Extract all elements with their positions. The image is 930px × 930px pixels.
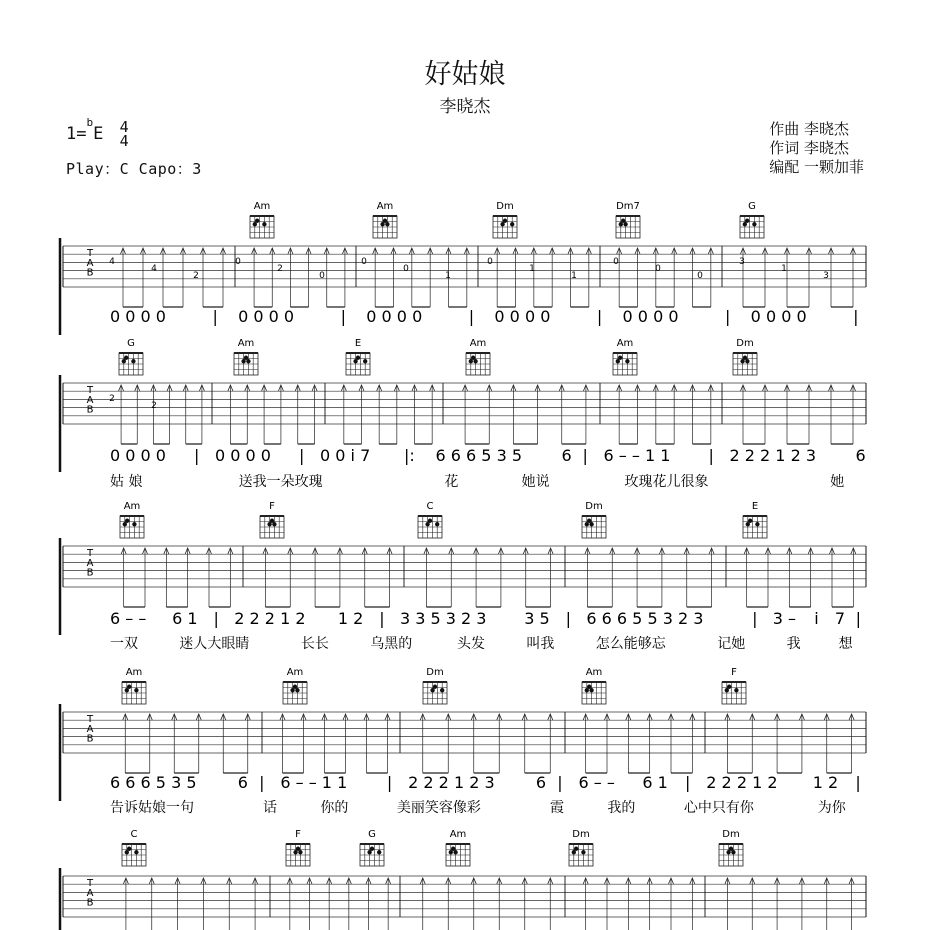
composer-credit: 作曲 李晓杰 (769, 120, 849, 138)
notation-barline: | (565, 609, 572, 628)
chord-name: C (130, 829, 138, 840)
system-5 (60, 868, 866, 930)
notation-group: 0 0 0 0 (622, 307, 679, 326)
finger-dot (731, 850, 735, 854)
tab-number: 0 (487, 257, 493, 267)
lyric-word: 告诉姑娘一句 (110, 800, 194, 816)
chord-diagram-dm7 (616, 201, 640, 238)
finger-dot (585, 688, 589, 692)
tab-letter: B (86, 404, 94, 416)
finger-dot (581, 850, 585, 854)
chord-name: Am (253, 201, 271, 212)
chord-name: Dm (722, 829, 740, 840)
lyric-word: 迷人大眼睛 (179, 636, 250, 652)
chord-name: Am (449, 829, 467, 840)
notation-barline: | (752, 609, 758, 628)
tab-number: 2 (151, 401, 157, 411)
notation-group: 6 (237, 773, 248, 792)
notation-group: 6 6 6 5 3 5 (435, 446, 523, 465)
chord-name: G (748, 201, 756, 212)
system-2 (60, 375, 866, 490)
chord-diagram-am (373, 201, 397, 238)
finger-dot (510, 222, 514, 226)
finger-dot (123, 522, 127, 526)
lyric-word: 记她 (717, 636, 746, 652)
notation-group: 0 0 0 0 (110, 307, 166, 326)
notation-barline: | (468, 307, 475, 326)
finger-dot (241, 359, 245, 363)
lyric-word: 长长 (300, 636, 329, 652)
notation-group: 6 1 (172, 609, 198, 628)
lyric-word: 她 (830, 474, 845, 490)
notation-barline: | (684, 773, 691, 792)
notation-barline: | (299, 446, 305, 465)
chord-name: Am (123, 501, 141, 512)
tab-letter: T (86, 714, 94, 725)
chord-diagram-g (740, 201, 764, 238)
notation-barline: | (386, 773, 393, 792)
chord-diagram-am (122, 667, 146, 704)
finger-dot (262, 222, 266, 226)
key-prefix: 1= (66, 124, 87, 144)
lyric-word: 我 (786, 636, 801, 652)
chord-diagram-am (582, 667, 606, 704)
lyric-word: 叫我 (526, 636, 555, 652)
tab-letter: B (86, 267, 94, 279)
chord-name: Dm7 (616, 201, 640, 212)
chord-diagram-f (260, 501, 284, 538)
finger-dot (740, 359, 744, 363)
chord-diagram-am (234, 338, 258, 375)
chord-name: F (731, 667, 737, 678)
tab-letter: B (86, 897, 94, 909)
finger-dot (745, 359, 749, 363)
tab-number: 3 (739, 257, 745, 267)
finger-dot (125, 850, 129, 854)
finger-dot (725, 688, 729, 692)
notation-barline: | (259, 773, 265, 792)
ts-top: 4 (119, 118, 129, 136)
lyric-word: 我的 (607, 800, 636, 816)
finger-dot (367, 850, 371, 854)
lyric-word: 你的 (320, 800, 349, 816)
tab-letter: A (86, 887, 94, 899)
notation-group: 2 2 2 1 2 3 (729, 446, 817, 465)
system-1 (60, 238, 866, 335)
chord-diagram-e (346, 338, 370, 375)
notation-group: 1 2 (812, 773, 839, 792)
finger-dot (585, 522, 589, 526)
chord-diagram-dm (719, 829, 743, 866)
arranger-credit: 编配 一颗加菲 (769, 158, 864, 176)
finger-dot (363, 359, 367, 363)
notation-group: 0 0 i 7 (320, 446, 371, 465)
ts-bottom: 4 (119, 132, 129, 150)
finger-dot (134, 688, 138, 692)
lyric-word: 花 (444, 474, 459, 490)
lyric-word: 美丽笑容像彩 (396, 800, 481, 816)
finger-dot (125, 688, 129, 692)
lyric-word: 姑 娘 (110, 474, 143, 490)
chord-diagram-dm (569, 829, 593, 866)
finger-dot (440, 688, 444, 692)
tab-letter: A (86, 557, 94, 569)
chord-name: Dm (572, 829, 590, 840)
tab-number: 0 (361, 257, 367, 267)
system-3 (60, 538, 866, 652)
finger-dot (589, 688, 593, 692)
notation-group: 0 0 0 0 (215, 446, 271, 465)
tab-number: 0 (319, 271, 325, 281)
chord-diagram-c (418, 501, 442, 538)
tab-number: 1 (571, 271, 577, 281)
finger-dot (131, 359, 135, 363)
lyric-word: 话 (263, 800, 278, 816)
tab-number: 4 (151, 264, 157, 274)
tab-number: 1 (781, 264, 787, 274)
finger-dot (453, 850, 457, 854)
lyric-word: 心中只有你 (683, 800, 754, 816)
notation-barline: | (725, 307, 731, 326)
chord-diagram-e (743, 501, 767, 538)
lyric-word: 想 (838, 636, 853, 652)
tab-letter: B (86, 567, 94, 579)
tab-letter: T (86, 878, 94, 889)
chord-diagram-c (122, 829, 146, 866)
finger-dot (377, 850, 381, 854)
finger-dot (132, 522, 136, 526)
finger-dot (752, 222, 756, 226)
lyric-word: 霞 (549, 800, 564, 816)
tab-letter: B (86, 733, 94, 745)
notation-barline: | (855, 773, 861, 792)
finger-dot (734, 688, 738, 692)
notation-group: 3 3 5 3 2 3 (399, 609, 487, 628)
chord-diagram-dm (733, 338, 757, 375)
notation-barline: | (582, 446, 588, 465)
notation-group: 0 0 0 0 (494, 307, 551, 326)
notation-group: 6 1 (642, 773, 668, 792)
finger-dot (743, 222, 747, 226)
tab-number: 2 (109, 394, 115, 404)
chord-name: G (368, 829, 376, 840)
notation-group: 3 – (772, 609, 797, 628)
notation-group: 0 0 0 0 (238, 307, 295, 326)
notation-group: 2 2 2 1 2 (706, 773, 778, 792)
notation-barline: | (855, 609, 862, 628)
finger-dot (500, 222, 504, 226)
tab-letter: A (86, 723, 94, 735)
notation-group: 6 (535, 773, 547, 792)
tab-letter: A (86, 394, 94, 406)
chord-diagram-am (120, 501, 144, 538)
chord-diagram-dm (493, 201, 517, 238)
tab-letter: A (86, 257, 94, 269)
chord-name: E (751, 501, 759, 512)
tab-number: 0 (235, 257, 241, 267)
tab-number: 2 (193, 271, 199, 281)
finger-dot (473, 359, 477, 363)
finger-dot (298, 850, 302, 854)
notation-barline: | (853, 307, 859, 326)
finger-dot (449, 850, 453, 854)
chord-name: Dm (426, 667, 444, 678)
chord-name: G (127, 338, 135, 349)
tab-letter: T (86, 385, 94, 396)
chord-diagram-dm (423, 667, 447, 704)
notation-group: 2 2 2 1 2 (234, 609, 306, 628)
tab-number: 1 (529, 264, 535, 274)
lyric-word: 乌黑的 (370, 636, 413, 652)
notation-barline: | (708, 446, 714, 465)
chord-diagram-am (250, 201, 274, 238)
lyric-word: 一双 (110, 636, 138, 652)
notation-group: 3 5 (524, 609, 550, 628)
notation-group: 6 – – 1 1 (280, 773, 348, 792)
notation-group: i (814, 609, 819, 628)
finger-dot (746, 522, 750, 526)
chord-diagram-dm (582, 501, 606, 538)
key-note: E (93, 124, 104, 144)
notation-group: 6 6 6 5 5 3 2 3 (586, 609, 704, 628)
notation-group: 0 0 0 0 (110, 446, 166, 465)
chord-name: F (269, 501, 275, 512)
tab-number: 4 (109, 257, 115, 267)
tab-number: 2 (277, 264, 283, 274)
finger-dot (295, 688, 299, 692)
chord-name: Am (376, 201, 394, 212)
chord-diagram-g (360, 829, 384, 866)
finger-dot (293, 850, 297, 854)
chord-name: Dm (496, 201, 514, 212)
finger-dot (726, 850, 730, 854)
notation-group: 6 6 6 5 3 5 (110, 773, 197, 792)
chord-diagram-am (613, 338, 637, 375)
tab-number: 0 (697, 271, 703, 281)
finger-dot (623, 222, 627, 226)
notation-group: 2 2 2 1 2 3 (408, 773, 495, 792)
finger-dot (122, 359, 126, 363)
notation-group: 1 2 (337, 609, 364, 628)
tab-letter: T (86, 548, 94, 559)
chord-diagram-am (446, 829, 470, 866)
finger-dot (625, 359, 629, 363)
finger-dot (619, 222, 623, 226)
chord-name: Am (125, 667, 143, 678)
chord-name: Am (585, 667, 603, 678)
notation-barline: | (194, 446, 200, 465)
play-capo-info: Play：C Capo：3 (66, 160, 202, 178)
flat-sign: b (86, 116, 94, 129)
lyric-word: 送我一朵玫瑰 (238, 474, 323, 490)
notation-group: 6 (561, 446, 572, 465)
finger-dot (616, 359, 620, 363)
notation-barline: | (596, 307, 603, 326)
chord-diagram-am (283, 667, 307, 704)
notation-barline: | (379, 609, 385, 628)
finger-dot (380, 222, 384, 226)
lyricist-credit: 作词 李晓杰 (769, 139, 849, 157)
chord-diagram-f (722, 667, 746, 704)
chord-name: E (354, 338, 362, 349)
tab-number: 1 (445, 271, 451, 281)
chord-name: Dm (585, 501, 603, 512)
finger-dot (755, 522, 759, 526)
finger-dot (572, 850, 576, 854)
notation-barline: | (340, 307, 347, 326)
lyric-word: 怎么能够忘 (595, 636, 666, 652)
finger-dot (272, 522, 276, 526)
notation-group: 6 – – (110, 609, 147, 628)
finger-dot (435, 522, 439, 526)
chord-name: Am (616, 338, 634, 349)
notation-group: 6 – – 1 1 (603, 446, 671, 465)
finger-dot (267, 522, 271, 526)
tab-number: 0 (655, 264, 661, 274)
chord-name: F (295, 829, 301, 840)
finger-dot (430, 688, 434, 692)
finger-dot (290, 688, 294, 692)
notation-barline: | (213, 609, 219, 628)
finger-dot (385, 222, 389, 226)
finger-dot (425, 522, 429, 526)
tab-number: 3 (823, 271, 829, 281)
finger-dot (469, 359, 473, 363)
chord-name: Am (286, 667, 304, 678)
tab-number: 0 (613, 257, 619, 267)
notation-barline: | (557, 773, 563, 792)
notation-group: 0 0 0 0 (750, 307, 807, 326)
chord-name: Am (237, 338, 255, 349)
notation-group: 7 (834, 609, 846, 628)
system-4 (60, 704, 866, 816)
finger-dot (134, 850, 138, 854)
chord-name: Dm (736, 338, 754, 349)
finger-dot (589, 522, 593, 526)
lyric-word: 头发 (456, 636, 485, 652)
song-title: 好姑娘 (424, 59, 506, 90)
notation-group: 6 – – (578, 773, 615, 792)
notation-barline: |: (404, 446, 415, 465)
lyric-word: 玫瑰花儿很象 (624, 474, 709, 490)
chord-name: Am (469, 338, 487, 349)
notation-barline: | (212, 307, 218, 326)
chord-diagram-am (466, 338, 490, 375)
tab-number: 0 (403, 264, 409, 274)
song-artist: 李晓杰 (439, 97, 491, 117)
finger-dot (253, 222, 257, 226)
finger-dot (246, 359, 250, 363)
lyric-word: 她说 (521, 474, 550, 490)
chord-diagram-g (119, 338, 143, 375)
tab-letter: T (86, 248, 94, 259)
notation-group: 0 0 0 0 (366, 307, 423, 326)
chord-name: C (426, 501, 434, 512)
lyric-word: 为你 (817, 800, 846, 816)
chord-diagram-f (286, 829, 310, 866)
finger-dot (353, 359, 357, 363)
notation-group: 6 (855, 446, 866, 465)
